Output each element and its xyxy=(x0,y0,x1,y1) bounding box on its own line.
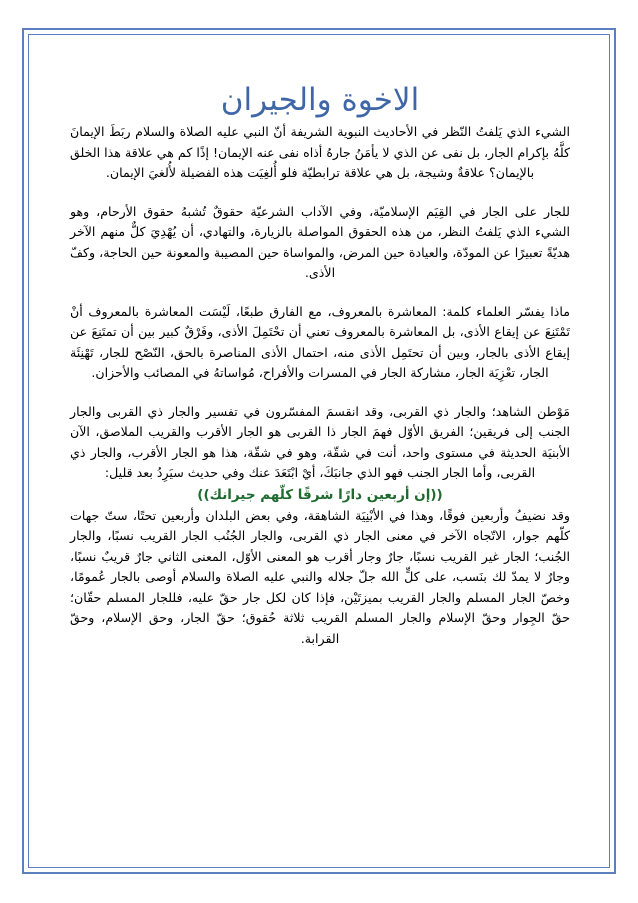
paragraph-kind-companionship: ماذا يفسّر العلماء كلمة: المعاشرة بالمعروف، مع الفارق طبعًا، لَيْسَت المعاشرة بالمعروف أنْ تَمْتَنِعَ عن إيقاع الأذى، بل المعاشرة بالمعروف تعني أن تحْتَمِلَ الأذى، وفَرْقٌ كبير بين أن تمتَنِعَ عن إيقاع الأذى بالجار، وبين أن تحتَمِل الأذى منه، احتمال الأذى المناصرة بالحق، النّصْح للجار، تَهْنِئَة الجار، تعْزِيَة الجار، مشاركة الجار في المسرات والأفراح، مُواساتهُ في المصائب والأحزان. xyxy=(70,303,570,380)
paragraph-near-neighbor: مَوْطن الشاهد؛ والجار ذي القربى، وقد انقسمَ المفسّرون في تفسير والجار ذي القربى والجار الجنب إلى فريقين؛ الفريق الأوّل فهمَ الجار ذا القربى هو الجار الأقرب والقريب الملاصق، الآن الأبنيَة الحديثة في مستوى واحد، أنت في شقّة، وهو في شقّة، هذا هو الجار الأقرب، والجار ذي القربى، وأما الجار الجنب فهو الذي جانبَكَ، أيْ ابْتَعَدَ عنك وفي حديث سيَرِدُ بعد قليل: xyxy=(70,403,570,480)
paragraph-spacer xyxy=(70,284,570,302)
paragraph-spacer xyxy=(70,184,570,202)
document-body xyxy=(70,80,570,649)
page-title: الاخوة والجيران xyxy=(220,82,420,118)
paragraph-spacer xyxy=(70,384,570,402)
paragraph-closing: وقد نضيفُ وأربعين فوقًا، وهذا في الأبْنِيَة الشاهقة، وفي بعض البلدان وأربعين تحتًا، ستّ جهات كلّهم جوار، الاتّجاه الآخر في معنى الجار ذي القربى، والجار الجُنُب الجار القريب نسبًا، والجار الجُنب؛ الجار غير القريب نسبًا، جارٌ وجار أقرب هو المعنى الأوّل، المعنى الثاني جارٌ قريبٌ نسبًا، وجارٌ لا يمدّ لك بنَسب، على كلٍّ الله جلّ جلاله والنبي عليه الصلاة والسلام أوصى بالجار عُمومًا، وخصّ الجار المسلم والجار القريب بميزتَيْن، فإذا كان لكل جار حقّ عليه، فللجار المسلم حقّان؛ حقّ الجِوار وحقّ الإسلام والجار المسلم القريب ثلاثة حُقوق؛ حقّ الجار، وحق الإسلام، وحقّ القرابة. xyxy=(70,507,570,646)
hadith-quote: ((إن أربعين دارًا شرقًا كلّهم جيرانك)) xyxy=(197,486,443,503)
paragraph-intro: الشيء الذي يَلفتُ النّظر في الأحاديث النبوية الشريفة أنّ النبي عليه الصلاة والسلام ربَطَ الإيمانَ كلَّهُ بإكرام الجار، بل نفى عن الذي لا يأمَنُ جارهُ أذاه نفى عنه الإيمان! إذًا كم هي علاقة هذا الخلق بالإيمان؟ علاقةٌ وشيجة، بل هي علاقة ترابطيّة فلو أُلغِيَت هذه الفضيلة لأُلغيَ الإيمان. xyxy=(70,124,570,180)
paragraph-neighbor-rights: للجار على الجار في القِيَم الإسلاميّة، وفي الآداب الشرعيّة حقوقٌ تُشبهُ حقوق الأرحام، وهو الشيء الذي يَلفتُ النظر، من هذه الحقوق المواصلة بالزيارة، والتهادي، أن يُهْدِيَ كلٌّ منهم الآخر هديّةً تعبيرًا عن المودّة، والعيادة حين المرض، والمواساة حين المصيبة والمعونة حين الحاجة، وكفّ الأذى. xyxy=(70,203,570,280)
